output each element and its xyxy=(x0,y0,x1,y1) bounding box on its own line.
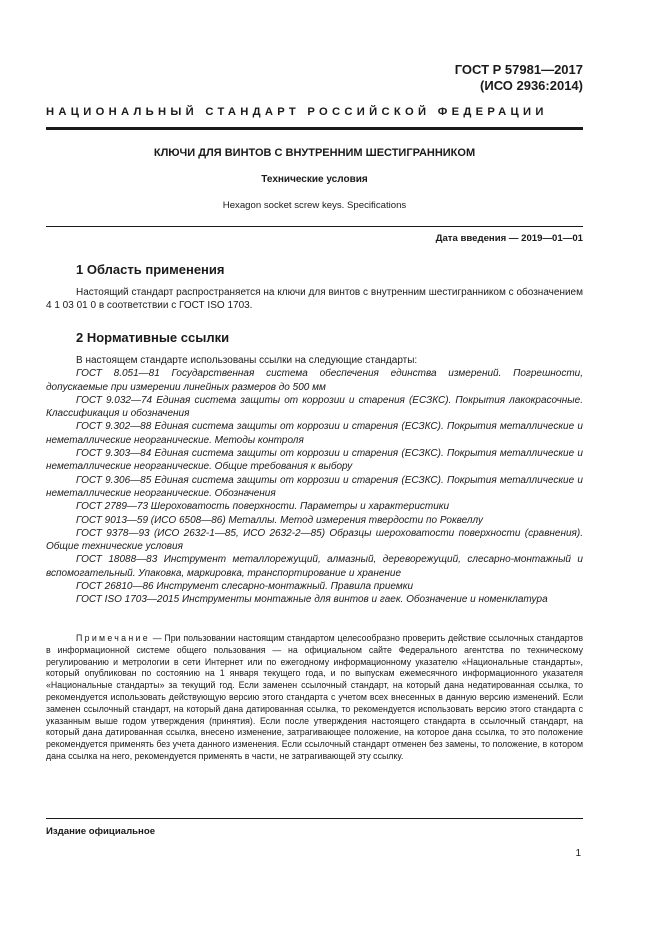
title-rule xyxy=(46,226,583,227)
official-edition-label: Издание официальное xyxy=(46,826,156,837)
document-title: КЛЮЧИ ДЛЯ ВИНТОВ С ВНУТРЕННИМ ШЕСТИГРАННИКОМ xyxy=(153,147,476,159)
reference-item: ГОСТ 8.051—81 Государственная система обеспечения единства измерений. Погрешности, допускаемые при измерении линейных размеров до 500 мм xyxy=(46,368,583,393)
introduction-date: Дата введения — 2019—01—01 xyxy=(435,233,583,244)
reference-item: ГОСТ 18088—83 Инструмент металлорежущий, алмазный, дереворежущий, слесарно-монтажный и вспомогательный. Упаковка, маркировка, транспортирование и хранение xyxy=(46,554,583,579)
reference-item: ГОСТ 9.303—84 Единая система защиты от коррозии и старения (ЕСЗКС). Покрытия металлические и неметаллические неорганические. Общие требования к выбору xyxy=(46,448,583,473)
document-subtitle: Технические условия xyxy=(261,174,368,185)
section-2-intro: В настоящем стандарте использованы ссылки на следующие стандарты: xyxy=(76,355,418,366)
standard-code-iso: (ИСО 2936:2014) xyxy=(480,78,583,93)
section-2-body xyxy=(46,354,583,607)
note-label: Примечание xyxy=(76,633,150,643)
reference-item: ГОСТ ISO 1703—2015 Инструменты монтажные для винтов и гаек. Обозначение и номенклатура xyxy=(76,594,548,606)
section-1-heading: 1 Область применения xyxy=(76,262,225,277)
footer-rule xyxy=(46,818,583,819)
reference-item: ГОСТ 2789—73 Шероховатость поверхности. Параметры и характеристики xyxy=(76,501,450,513)
section-1-text: Настоящий стандарт распространяется на ключи для винтов с внутренним шестигранником с обозначением 4 1 03 01 0 в соответствии с ГОСТ ISO 1703. xyxy=(46,287,583,312)
reference-item: ГОСТ 9.302—88 Единая система защиты от коррозии и старения (ЕСЗКС). Покрытия металлические и неметаллические неорганические. Методы контроля xyxy=(46,421,583,446)
reference-note xyxy=(46,633,583,763)
standard-code-gost: ГОСТ Р 57981—2017 xyxy=(454,62,583,77)
reference-item: ГОСТ 9.032—74 Единая система защиты от коррозии и старения (ЕСЗКС). Покрытия лакокрасочные. Классификация и обозначения xyxy=(46,394,583,420)
reference-item: ГОСТ 9.306—85 Единая система защиты от коррозии и старения (ЕСЗКС). Покрытия металлические и неметаллические неорганические. Обозначения xyxy=(46,474,583,499)
section-2-heading: 2 Нормативные ссылки xyxy=(76,330,230,345)
note-text: — При пользовании настоящим стандартом целесообразно проверить действие ссылочных стандартов в информационной системе общего пользования — на официальном сайте Федерального агентства по техническому регулированию и метрологии в сети Интернет или по ежегодному информационному указателю «Национальные стандарты», который опубликован по состоянию на 1 января текущего года, и по выпускам ежемесячного информационного указателя «Национальные стандарты» за текущий год. Если заменен ссылочный стандарт, на который дана недатированная ссылка, то рекомендуется использовать действующую версию этого стандарта с учетом всех внесенных в данную версию изменений. Если заменен ссылочный стандарт, на который дана датированная ссылка, то рекомендуется использовать версию этого стандарта с указанным выше годом утверждения (принятия). Если после утверждения настоящего стандарта в ссылочный стандарт, на который дана датированная ссылка, внесено изменение, затрагивающее положение, на которое дана ссылка, то это положение рекомендуется применять без учета данного изменения. Если ссылочный стандарт отменен без замены, то положение, в котором дана ссылка на него, рекомендуется применять в части, не затрагивающей эту ссылку. xyxy=(46,633,583,761)
page-number: 1 xyxy=(575,848,581,859)
reference-item: ГОСТ 9013—59 (ИСО 6508—86) Металлы. Метод измерения твердости по Роквеллу xyxy=(76,514,484,526)
standard-code xyxy=(455,62,583,94)
reference-item: ГОСТ 9378—93 (ИСО 2632-1—85, ИСО 2632-2—85) Образцы шероховатости поверхности (сравнения). Общие технические условия xyxy=(46,527,583,553)
document-title-english: Hexagon socket screw keys. Specifications xyxy=(222,200,407,211)
section-1-body xyxy=(46,286,583,313)
header-rule xyxy=(46,127,583,130)
national-standard-banner: НАЦИОНАЛЬНЫЙ СТАНДАРТ РОССИЙСКОЙ ФЕДЕРАЦИИ xyxy=(46,106,548,118)
reference-item: ГОСТ 26810—86 Инструмент слесарно-монтажный. Правила приемки xyxy=(76,581,414,593)
